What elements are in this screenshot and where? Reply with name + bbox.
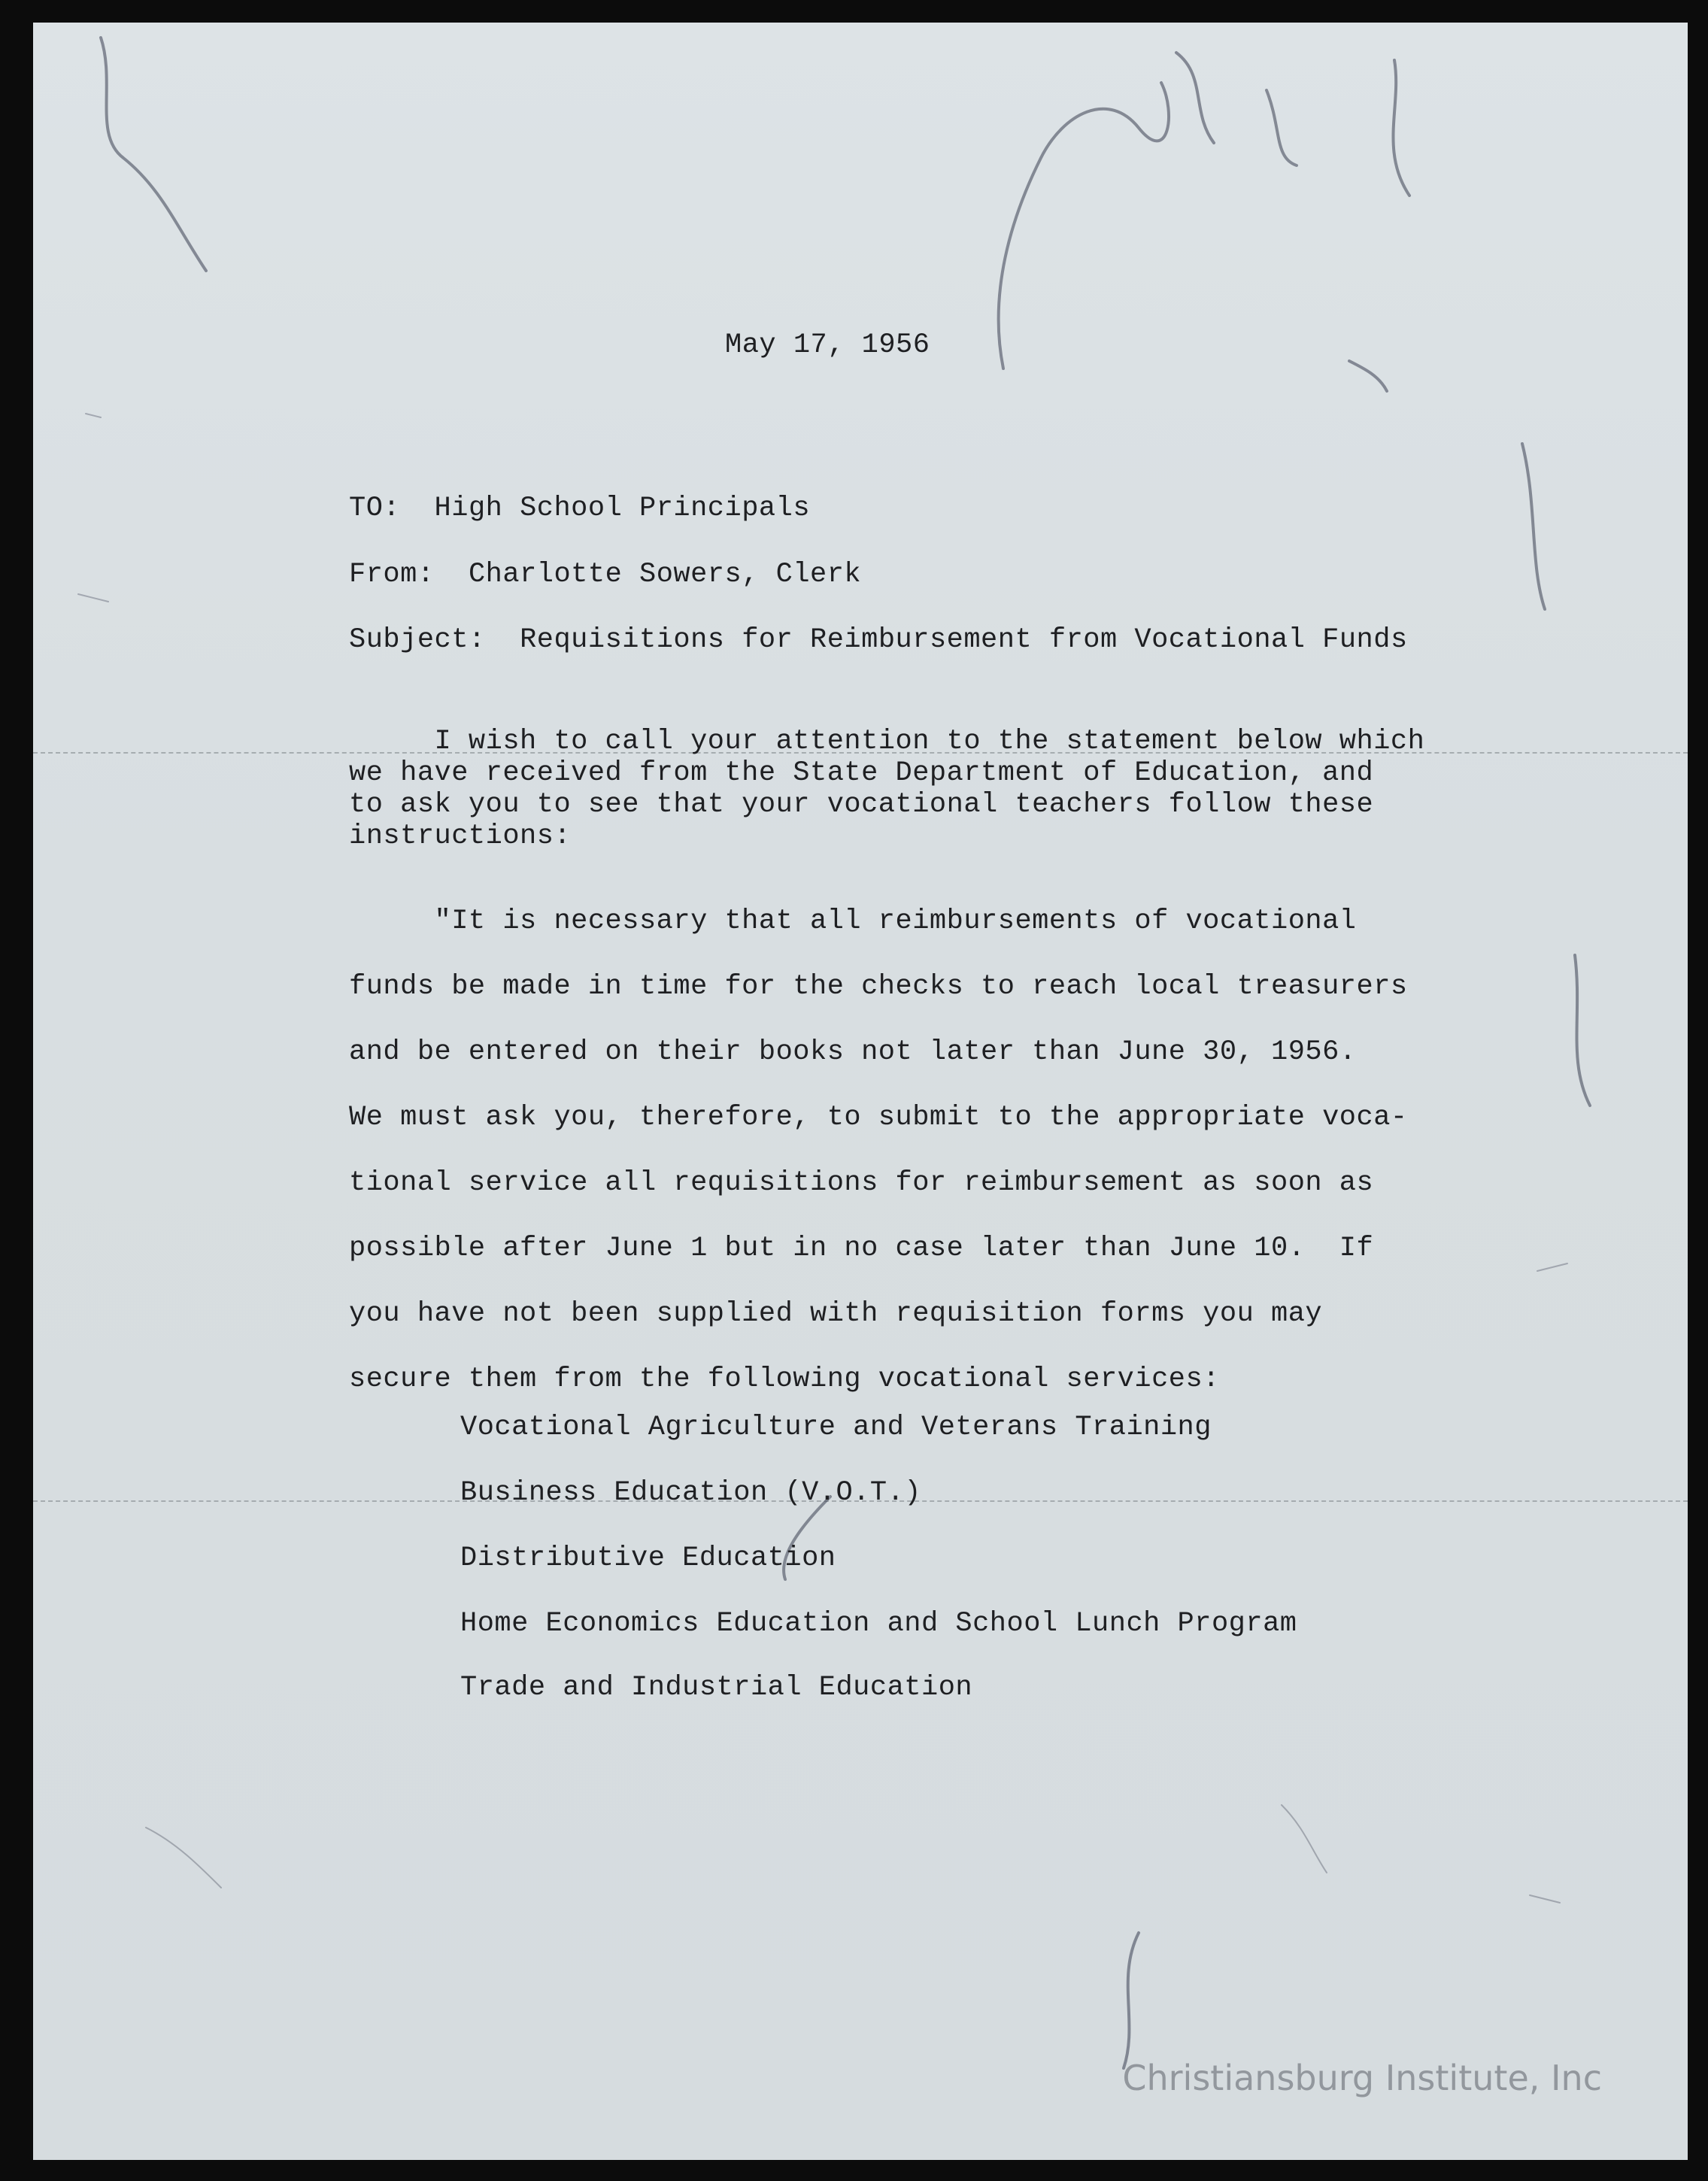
quote-line: tional service all requisitions for reimbursement as soon as [349, 1167, 1374, 1199]
service-item: Business Education (V.O.T.) [460, 1477, 921, 1509]
from-value: Charlotte Sowers, Clerk [468, 559, 862, 590]
service-item: Home Economics Education and School Lunch Program [460, 1608, 1297, 1640]
subject-label: Subject: [349, 624, 486, 656]
from-line [349, 559, 861, 590]
quote-line: you have not been supplied with requisition forms you may [349, 1298, 1323, 1330]
intro-line: I wish to call your attention to the statement below which [349, 726, 1425, 757]
to-label: TO: [349, 493, 401, 524]
quote-line: and be entered on their books not later than June 30, 1956. [349, 1036, 1357, 1068]
quote-line: "It is necessary that all reimbursements of vocational [349, 905, 1357, 937]
intro-line: we have received from the State Department of Education, and [349, 757, 1374, 789]
archive-watermark: Christiansburg Institute, Inc [1122, 2058, 1602, 2098]
subject-value: Requisitions for Reimbursement from Vocational Funds [520, 624, 1408, 656]
service-item: Distributive Education [460, 1542, 836, 1574]
intro-paragraph [349, 726, 1424, 852]
quote-line: funds be made in time for the checks to reach local treasurers [349, 971, 1408, 1003]
from-label: From: [349, 559, 435, 590]
quote-line: possible after June 1 but in no case later than June 10. If [349, 1233, 1374, 1264]
service-item: Trade and Industrial Education [460, 1672, 973, 1703]
service-item: Vocational Agriculture and Veterans Training [460, 1412, 1212, 1443]
paper-sheet [33, 23, 1688, 2160]
letter-date: May 17, 1956 [725, 329, 930, 361]
subject-line [349, 624, 1408, 656]
to-value: High School Principals [434, 493, 811, 524]
quoted-statement [349, 889, 1408, 1412]
intro-line: instructions: [349, 821, 572, 852]
intro-line: to ask you to see that your vocational teachers follow these [349, 789, 1374, 821]
to-line [349, 493, 810, 524]
quote-line: We must ask you, therefore, to submit to the appropriate voca- [349, 1102, 1408, 1133]
quote-line: secure them from the following vocational services: [349, 1364, 1220, 1395]
